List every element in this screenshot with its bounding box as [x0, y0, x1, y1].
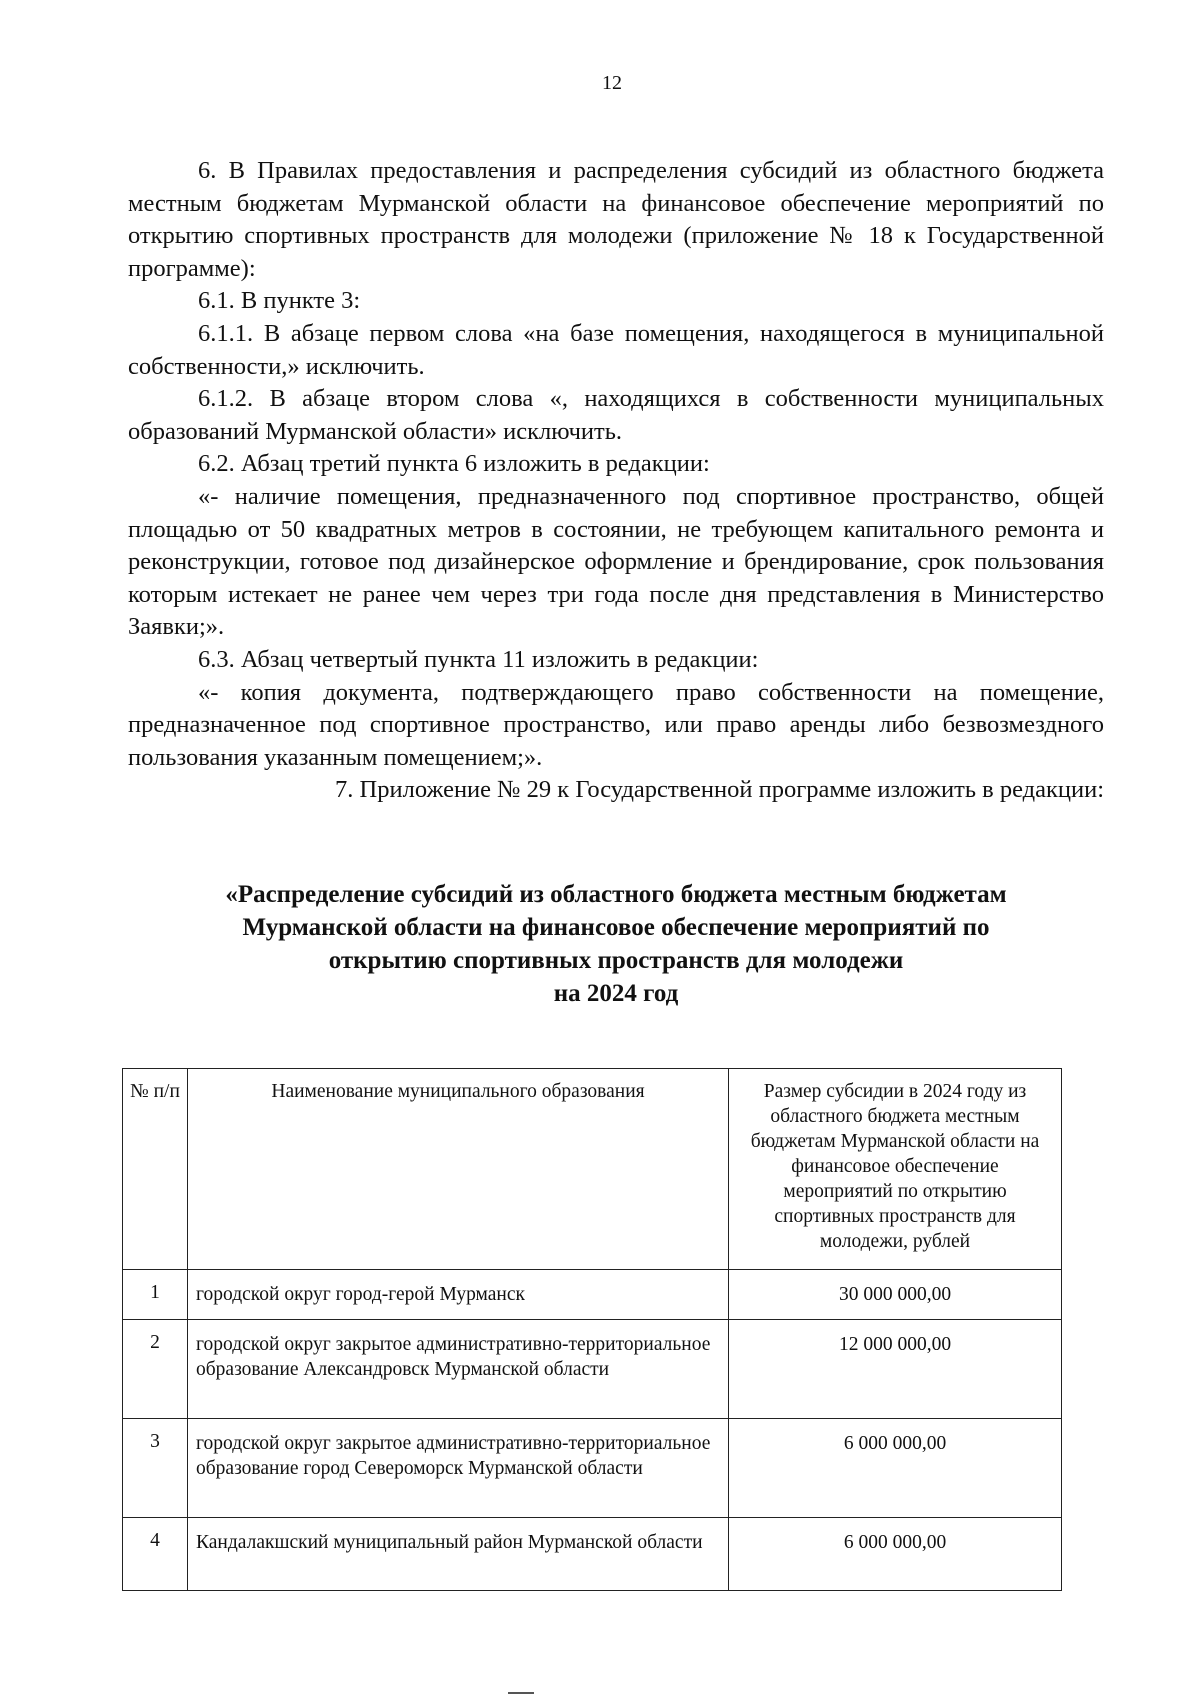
row-num: 1	[123, 1270, 188, 1320]
scan-artifact	[508, 1692, 534, 1698]
heading-line: «Распределение субсидий из областного бюджета местным бюджетам	[225, 881, 1007, 908]
header-name: Наименование муниципального образования	[188, 1069, 729, 1270]
page-number: 12	[602, 72, 622, 94]
paragraph-6-1-1: 6.1.1. В абзаце первом слова «на базе помещения, находящегося в муниципальной собственности,» исключить.	[128, 319, 1104, 380]
row-name: городской округ закрытое административно-территориальное образование город Североморск Мурманской области	[188, 1419, 729, 1518]
row-num: 4	[123, 1518, 188, 1591]
table-row	[123, 1419, 1062, 1518]
header-num: № п/п	[123, 1069, 188, 1270]
row-num: 2	[123, 1320, 188, 1419]
row-name: Кандалакшский муниципальный район Мурманской области	[188, 1518, 729, 1591]
table-header-row	[123, 1069, 1062, 1270]
row-amount: 30 000 000,00	[729, 1270, 1062, 1320]
row-amount: 12 000 000,00	[729, 1320, 1062, 1419]
body-text	[128, 155, 1104, 807]
paragraph-7: 7. Приложение № 29 к Государственной программе изложить в редакции:	[335, 776, 1104, 804]
row-num: 3	[123, 1419, 188, 1518]
table-heading	[128, 878, 1104, 1010]
table-row	[123, 1270, 1062, 1320]
header-amount: Размер субсидии в 2024 году из областного бюджета местным бюджетам Мурманской области на финансовое обеспечение мероприятий по открытию спортивных пространств для молодежи, рублей	[729, 1069, 1062, 1270]
paragraph-6-3: 6.3. Абзац четвертый пункта 11 изложить в редакции:	[198, 645, 759, 673]
paragraph-6-1-2: 6.1.2. В абзаце втором слова «, находящихся в собственности муниципальных образований Мурманской области» исключить.	[128, 385, 1104, 445]
row-amount: 6 000 000,00	[729, 1419, 1062, 1518]
row-name: городской округ город-герой Мурманск	[188, 1270, 729, 1320]
paragraph-6-2-quote: «- наличие помещения, предназначенного под спортивное пространство, общей площадью от 50 квадратных метров в состоянии, не требующем капитального ремонта и реконструкции, готовое под дизайнерское оформление и брендирование, срок пользования которым истекает не ранее чем через три года после дня представления в Министерство Заявки;».	[128, 482, 1104, 641]
row-name: городской округ закрытое административно-территориальное образование Александровск Мурманской области	[188, 1320, 729, 1419]
table-row	[123, 1320, 1062, 1419]
table-row	[123, 1518, 1062, 1591]
heading-line: на 2024 год	[553, 980, 679, 1007]
paragraph-6-1: 6.1. В пункте 3:	[198, 287, 361, 315]
row-amount: 6 000 000,00	[729, 1518, 1062, 1591]
heading-line: Мурманской области на финансовое обеспечение мероприятий по	[242, 914, 990, 941]
paragraph-6-3-quote: «- копия документа, подтверждающего право собственности на помещение, предназначенное под спортивное пространство, или право аренды либо безвозмездного пользования указанным помещением;».	[128, 678, 1104, 771]
subsidy-table	[122, 1068, 1062, 1591]
paragraph-6-2: 6.2. Абзац третий пункта 6 изложить в редакции:	[198, 450, 710, 478]
paragraph-6: 6. В Правилах предоставления и распределения субсидий из областного бюджета местным бюджетам Мурманской области на финансовое обеспечение мероприятий по открытию спортивных пространств для молодежи (приложение № 18 к Государственной программе):	[128, 157, 1104, 282]
heading-line: открытию спортивных пространств для молодежи	[328, 947, 904, 974]
